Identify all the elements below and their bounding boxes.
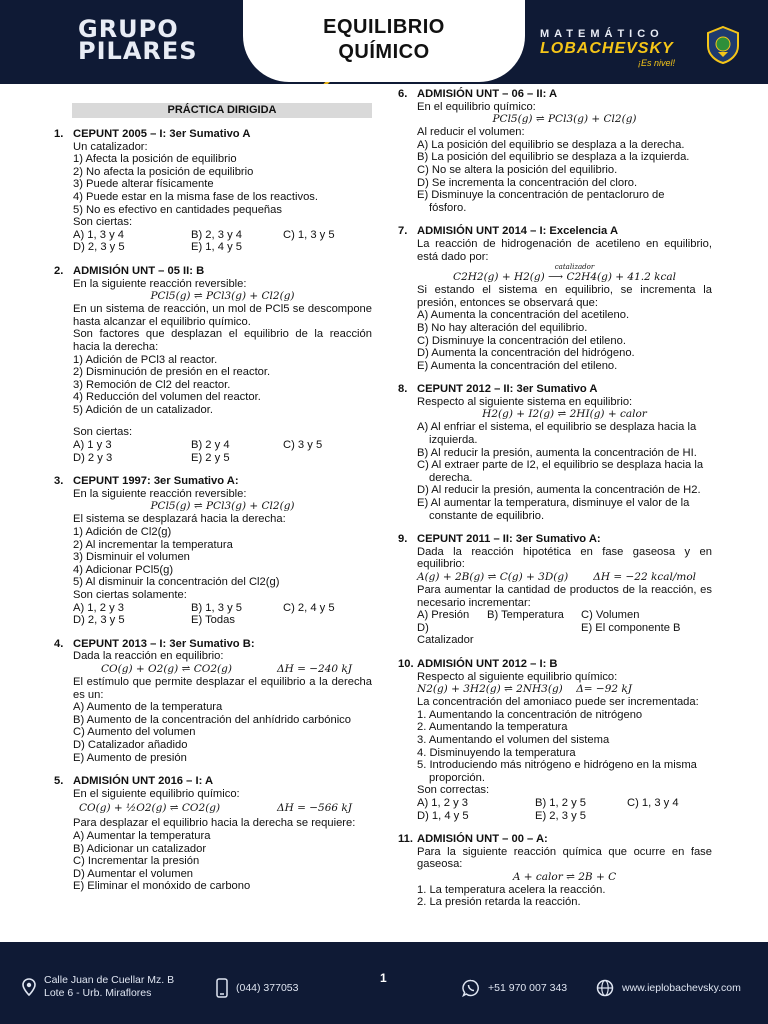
prompt: Son ciertas: bbox=[73, 216, 133, 229]
question-text: La concentración del amoniaco puede ser incrementada: bbox=[417, 696, 699, 709]
address-line-2: Lote 6 - Urb. Miraflores bbox=[44, 987, 152, 999]
option: B) Aumento de la concentración del anhídrido carbónico bbox=[73, 713, 351, 726]
question-5 bbox=[54, 775, 372, 893]
option: D) Catalizador bbox=[417, 621, 474, 647]
question-text: Un catalizador: bbox=[73, 140, 148, 153]
option: B) Temperatura bbox=[487, 609, 564, 622]
statement: 5. Introduciendo más nitrógeno e hidrógeno en la misma bbox=[417, 759, 697, 772]
question-4 bbox=[54, 638, 372, 764]
option-continuation: derecha. bbox=[429, 471, 473, 484]
question-heading: ADMISIÓN UNT 2012 – I: B bbox=[417, 657, 558, 670]
question-text: La reacción de hidrogenación de acetileno en equilibrio, está dado por: bbox=[417, 237, 712, 263]
question-9 bbox=[398, 533, 712, 647]
chemical-equation: A + calor ⇌ 2B + C bbox=[512, 870, 617, 883]
whatsapp-number: +51 970 007 343 bbox=[488, 982, 568, 994]
option: E) 2, 3 y 5 bbox=[535, 809, 586, 822]
statement: 3. Aumentando el volumen del sistema bbox=[417, 733, 610, 746]
question-heading: CEPUNT 2013 – I: 3er Sumativo B: bbox=[73, 637, 255, 650]
statement: 1) Adición de PCl3 al reactor. bbox=[73, 353, 218, 366]
question-text: Respecto al siguiente equilibrio químico: bbox=[417, 670, 618, 683]
option: D) 1, 4 y 5 bbox=[417, 809, 469, 822]
footer-address bbox=[22, 974, 174, 1000]
answer-options bbox=[73, 229, 372, 254]
statement: 1) Afecta la posición de equilibrio bbox=[73, 153, 237, 166]
logo-subtitle: MATEMÁTICO bbox=[540, 28, 664, 40]
option: C) 2, 4 y 5 bbox=[283, 601, 335, 614]
document-title bbox=[243, 0, 525, 82]
question-text: En la siguiente reacción reversible: bbox=[73, 277, 247, 290]
question-8 bbox=[398, 383, 712, 522]
question-text: Para desplazar el equilibrio hacia la derecha se requiere: bbox=[73, 817, 356, 830]
enthalpy-value: ΔH = −22 kcal/mol bbox=[593, 571, 696, 583]
statement: 5) No es efectivo en cantidades pequeñas bbox=[73, 203, 282, 216]
option: E) Aumenta la concentración del etileno. bbox=[417, 359, 618, 372]
footer-phone bbox=[216, 978, 298, 998]
question-number: 1. bbox=[54, 128, 64, 140]
question-heading: ADMISIÓN UNT 2014 – I: Excelencia A bbox=[417, 225, 619, 238]
option: E) Disminuye la concentración de pentacloruro de bbox=[417, 189, 665, 202]
option: B) Adicionar un catalizador bbox=[73, 842, 207, 855]
question-number: 2. bbox=[54, 264, 64, 277]
question-number: 6. bbox=[398, 88, 408, 100]
question-text: El estímulo que permite desplazar el equilibrio a la derecha es un: bbox=[73, 675, 372, 701]
equation-row bbox=[73, 800, 372, 817]
logo-slogan: ¡Es nivel! bbox=[638, 58, 676, 68]
option: C) Al extraer parte de I2, el equilibrio se desplaza hacia la bbox=[417, 459, 704, 472]
question-text: En un sistema de reacción, un mol de PCl5 se descompone hasta alcanzar el equilibrio químico. bbox=[73, 303, 372, 328]
question-text: Para la siguiente reacción química que ocurre en fase gaseosa: bbox=[417, 845, 712, 871]
option: A) Aumenta la concentración del acetileno. bbox=[417, 309, 630, 322]
statement: 3) Disminuir el volumen bbox=[73, 551, 190, 564]
option: C) Incrementar la presión bbox=[73, 855, 200, 868]
chemical-equation: N2(g) + 3H2(g) ⇌ 2NH3(g) bbox=[417, 683, 563, 696]
option: E) Eliminar el monóxido de carbono bbox=[73, 880, 251, 893]
globe-icon bbox=[596, 979, 614, 997]
answer-options bbox=[73, 439, 372, 464]
option: D) Aumenta la concentración del hidrógeno. bbox=[417, 347, 635, 360]
question-text: El sistema se desplazará hacia la derecha: bbox=[73, 513, 286, 526]
option: B) La posición del equilibrio se desplaza a la izquierda. bbox=[417, 151, 690, 164]
chemical-equation: H2(g) + I2(g) ⇌ 2HI(g) + calor bbox=[482, 408, 647, 421]
statement: 2. La presión retarda la reacción. bbox=[417, 896, 581, 909]
footer-whatsapp bbox=[462, 979, 567, 997]
logo-name: LOBACHEVSKY bbox=[540, 40, 674, 57]
statement: 2) Disminución de presión en el reactor. bbox=[73, 366, 271, 379]
option: E) Aumento de presión bbox=[73, 751, 187, 764]
chemical-equation: CO(g) + O2(g) ⇌ CO2(g) bbox=[101, 662, 232, 675]
answer-options bbox=[417, 609, 712, 647]
question-heading: ADMISIÓN UNT – 05 II: B bbox=[73, 264, 205, 277]
question-text: Dada la reacción en equilibrio: bbox=[73, 650, 224, 663]
statement: 4) Adicionar PCl5(g) bbox=[73, 563, 174, 576]
enthalpy-value: Δ= −92 kJ bbox=[576, 683, 632, 696]
statement: 5) Al disminuir la concentración del Cl2(g) bbox=[73, 576, 280, 589]
option-spacer bbox=[487, 622, 581, 647]
question-10 bbox=[398, 658, 712, 822]
question-text: Son factores que desplazan el equilibrio de la reacción hacia la derecha: bbox=[73, 328, 372, 353]
question-heading: CEPUNT 2005 – I: 3er Sumativo A bbox=[73, 128, 251, 140]
option-continuation: fósforo. bbox=[429, 201, 467, 214]
equation-row bbox=[417, 683, 712, 696]
option: D) 2, 3 y 5 bbox=[73, 241, 125, 254]
question-text: En el siguiente equilibrio químico: bbox=[73, 787, 240, 800]
chemical-equation: PCl5(g) ⇌ PCl3(g) + Cl2(g) bbox=[150, 290, 295, 303]
option: B) 1, 3 y 5 bbox=[191, 601, 242, 614]
question-number: 10. bbox=[398, 657, 414, 670]
statement: 1. La temperatura acelera la reacción. bbox=[417, 883, 606, 896]
option-continuation: izquierda. bbox=[429, 434, 478, 447]
prompt: Son ciertas solamente: bbox=[73, 589, 187, 601]
option: B) 2, 3 y 4 bbox=[191, 228, 242, 241]
address-line-1: Calle Juan de Cuellar Mz. B bbox=[44, 974, 175, 986]
answer-options bbox=[73, 602, 372, 627]
chemical-equation: PCl5(g) ⇌ PCl3(g) + Cl2(g) bbox=[492, 113, 637, 126]
title-line-2: QUÍMICO bbox=[338, 41, 430, 63]
statement: 4) Reducción del volumen del reactor. bbox=[73, 391, 261, 404]
option: A) 1, 2 y 3 bbox=[73, 601, 124, 614]
option: C) 1, 3 y 5 bbox=[283, 228, 335, 241]
question-text: Para aumentar la cantidad de productos de la reacción, es necesario incrementar: bbox=[417, 584, 712, 609]
question-2 bbox=[54, 265, 372, 464]
prompt: Son correctas: bbox=[417, 784, 490, 797]
option: B) No hay alteración del equilibrio. bbox=[417, 321, 588, 334]
option: C) Disminuye la concentración del etileno. bbox=[417, 334, 626, 347]
question-heading: ADMISIÓN UNT – 06 – II: A bbox=[417, 88, 558, 100]
option-continuation: constante de equilibrio. bbox=[429, 509, 545, 522]
title-line-1: EQUILIBRIO bbox=[323, 16, 445, 38]
question-7 bbox=[398, 225, 712, 372]
option: A) La posición del equilibrio se desplaza a la derecha. bbox=[417, 138, 685, 151]
option: D) Al reducir la presión, aumenta la concentración de H2. bbox=[417, 484, 701, 497]
question-6 bbox=[398, 88, 712, 214]
phone-number: (044) 377053 bbox=[236, 982, 299, 994]
academy-crest-icon bbox=[706, 26, 740, 64]
option: B) 2 y 4 bbox=[191, 439, 230, 452]
statement: 1) Adición de Cl2(g) bbox=[73, 526, 172, 539]
option: C) Volumen bbox=[581, 609, 640, 622]
option: B) Al reducir la presión, aumenta la concentración de HI. bbox=[417, 446, 697, 459]
question-text: Al reducir el volumen: bbox=[417, 126, 525, 139]
lobachevsky-logo bbox=[540, 28, 675, 68]
mobile-phone-icon bbox=[216, 978, 228, 998]
statement-continuation: proporción. bbox=[429, 771, 485, 784]
question-11 bbox=[398, 833, 712, 909]
statement: 2. Aumentando la temperatura bbox=[417, 721, 568, 734]
option-spacer bbox=[627, 810, 727, 823]
question-heading: CEPUNT 1997: 3er Sumativo A: bbox=[73, 475, 239, 488]
question-heading: ADMISIÓN UNT – 00 – A: bbox=[417, 833, 548, 846]
statement: 4) Puede estar en la misma fase de los reactivos. bbox=[73, 190, 318, 203]
page-footer bbox=[0, 942, 768, 1024]
statement: 3) Remoción de Cl2 del reactor. bbox=[73, 378, 231, 391]
chemical-equation: PCl5(g) ⇌ PCl3(g) + Cl2(g) bbox=[150, 500, 295, 513]
question-number: 3. bbox=[54, 475, 64, 488]
answer-options bbox=[417, 797, 712, 822]
option: E) El componente B bbox=[581, 621, 681, 634]
footer-website bbox=[596, 979, 741, 997]
question-text: En el equilibrio químico: bbox=[417, 100, 536, 113]
question-number: 4. bbox=[54, 637, 64, 650]
equation-row bbox=[417, 571, 712, 584]
section-title: PRÁCTICA DIRIGIDA bbox=[72, 103, 372, 118]
statement: 2) Al incrementar la temperatura bbox=[73, 538, 233, 551]
statement: 3) Puede alterar físicamente bbox=[73, 178, 214, 191]
option: D) 2, 3 y 5 bbox=[73, 614, 125, 627]
whatsapp-icon bbox=[462, 979, 480, 997]
option: E) 1, 4 y 5 bbox=[191, 241, 242, 254]
question-text: Respecto al siguiente sistema en equilibrio: bbox=[417, 395, 633, 408]
option: D) Catalizador añadido bbox=[73, 738, 188, 751]
statement: 1. Aumentando la concentración de nitrógeno bbox=[417, 708, 643, 721]
statement: 2) No afecta la posición de equilibrio bbox=[73, 165, 254, 178]
question-number: 7. bbox=[398, 225, 408, 238]
option: D) Aumentar el volumen bbox=[73, 867, 194, 880]
chemical-equation: C2H2(g) + H2(g) ⟶ C2H4(g) + 41.2 kcal bbox=[453, 271, 676, 284]
option: C) No se altera la posición del equilibrio. bbox=[417, 163, 618, 176]
option: E) 2 y 5 bbox=[191, 451, 230, 464]
question-heading: ADMISIÓN UNT 2016 – I: A bbox=[73, 775, 214, 788]
equation-row bbox=[73, 663, 372, 676]
enthalpy-value: ΔH = −566 kJ bbox=[277, 802, 352, 815]
chemical-equation: CO(g) + ½O2(g) ⇌ CO2(g) bbox=[79, 802, 221, 815]
option: C) 3 y 5 bbox=[283, 439, 323, 452]
prompt: Son ciertas: bbox=[73, 426, 133, 439]
option: B) 1, 2 y 5 bbox=[535, 796, 586, 809]
question-heading: CEPUNT 2012 – II: 3er Sumativo A bbox=[417, 383, 598, 396]
question-heading: CEPUNT 2011 – II: 3er Sumativo A: bbox=[417, 533, 601, 546]
question-text: Dada la reacción hipotética en fase gaseosa y en equilibrio: bbox=[417, 545, 712, 571]
chemical-equation: A(g) + 2B(g) ⇌ C(g) + 3D(g) bbox=[417, 571, 569, 583]
option: A) Presión bbox=[417, 609, 470, 622]
website-url[interactable]: www.ieplobachevsky.com bbox=[622, 982, 741, 994]
question-number: 11. bbox=[398, 833, 413, 846]
left-column bbox=[54, 88, 372, 904]
right-column bbox=[398, 88, 712, 920]
catalyst-label: catalizador bbox=[554, 263, 595, 272]
question-3 bbox=[54, 475, 372, 627]
option: A) 1, 2 y 3 bbox=[417, 796, 468, 809]
option: E) Al aumentar la temperatura, disminuye el valor de la bbox=[417, 497, 690, 510]
option: D) Se incrementa la concentración del cloro. bbox=[417, 176, 638, 189]
question-text: Si estando el sistema en equilibrio, se incrementa la presión, entonces se observará que: bbox=[417, 284, 712, 309]
statement: 4. Disminuyendo la temperatura bbox=[417, 746, 576, 759]
question-number: 8. bbox=[398, 383, 408, 396]
question-1 bbox=[54, 128, 372, 254]
page-header bbox=[0, 0, 768, 84]
location-pin-icon bbox=[22, 978, 36, 996]
option: A) Aumento de la temperatura bbox=[73, 701, 223, 714]
logo-line-1: GRUPO bbox=[78, 15, 179, 43]
option: A) 1, 3 y 4 bbox=[73, 228, 124, 241]
question-number: 5. bbox=[54, 775, 64, 788]
option: C) 1, 3 y 4 bbox=[627, 796, 679, 809]
option: A) Aumentar la temperatura bbox=[73, 829, 211, 842]
option: C) Aumento del volumen bbox=[73, 726, 196, 739]
question-text: En la siguiente reacción reversible: bbox=[73, 487, 247, 500]
option: A) Al enfriar el sistema, el equilibrio se desplaza hacia la bbox=[417, 421, 697, 434]
option: D) 2 y 3 bbox=[73, 451, 113, 464]
option: A) 1 y 3 bbox=[73, 439, 112, 452]
question-number: 9. bbox=[398, 533, 408, 546]
enthalpy-value: ΔH = −240 kJ bbox=[277, 662, 352, 675]
logo-line-2: PILARES bbox=[78, 37, 198, 65]
option: E) Todas bbox=[191, 614, 235, 627]
statement: 5) Adición de un catalizador. bbox=[73, 403, 213, 416]
page-number: 1 bbox=[380, 971, 387, 985]
grupo-pilares-logo bbox=[78, 15, 198, 65]
